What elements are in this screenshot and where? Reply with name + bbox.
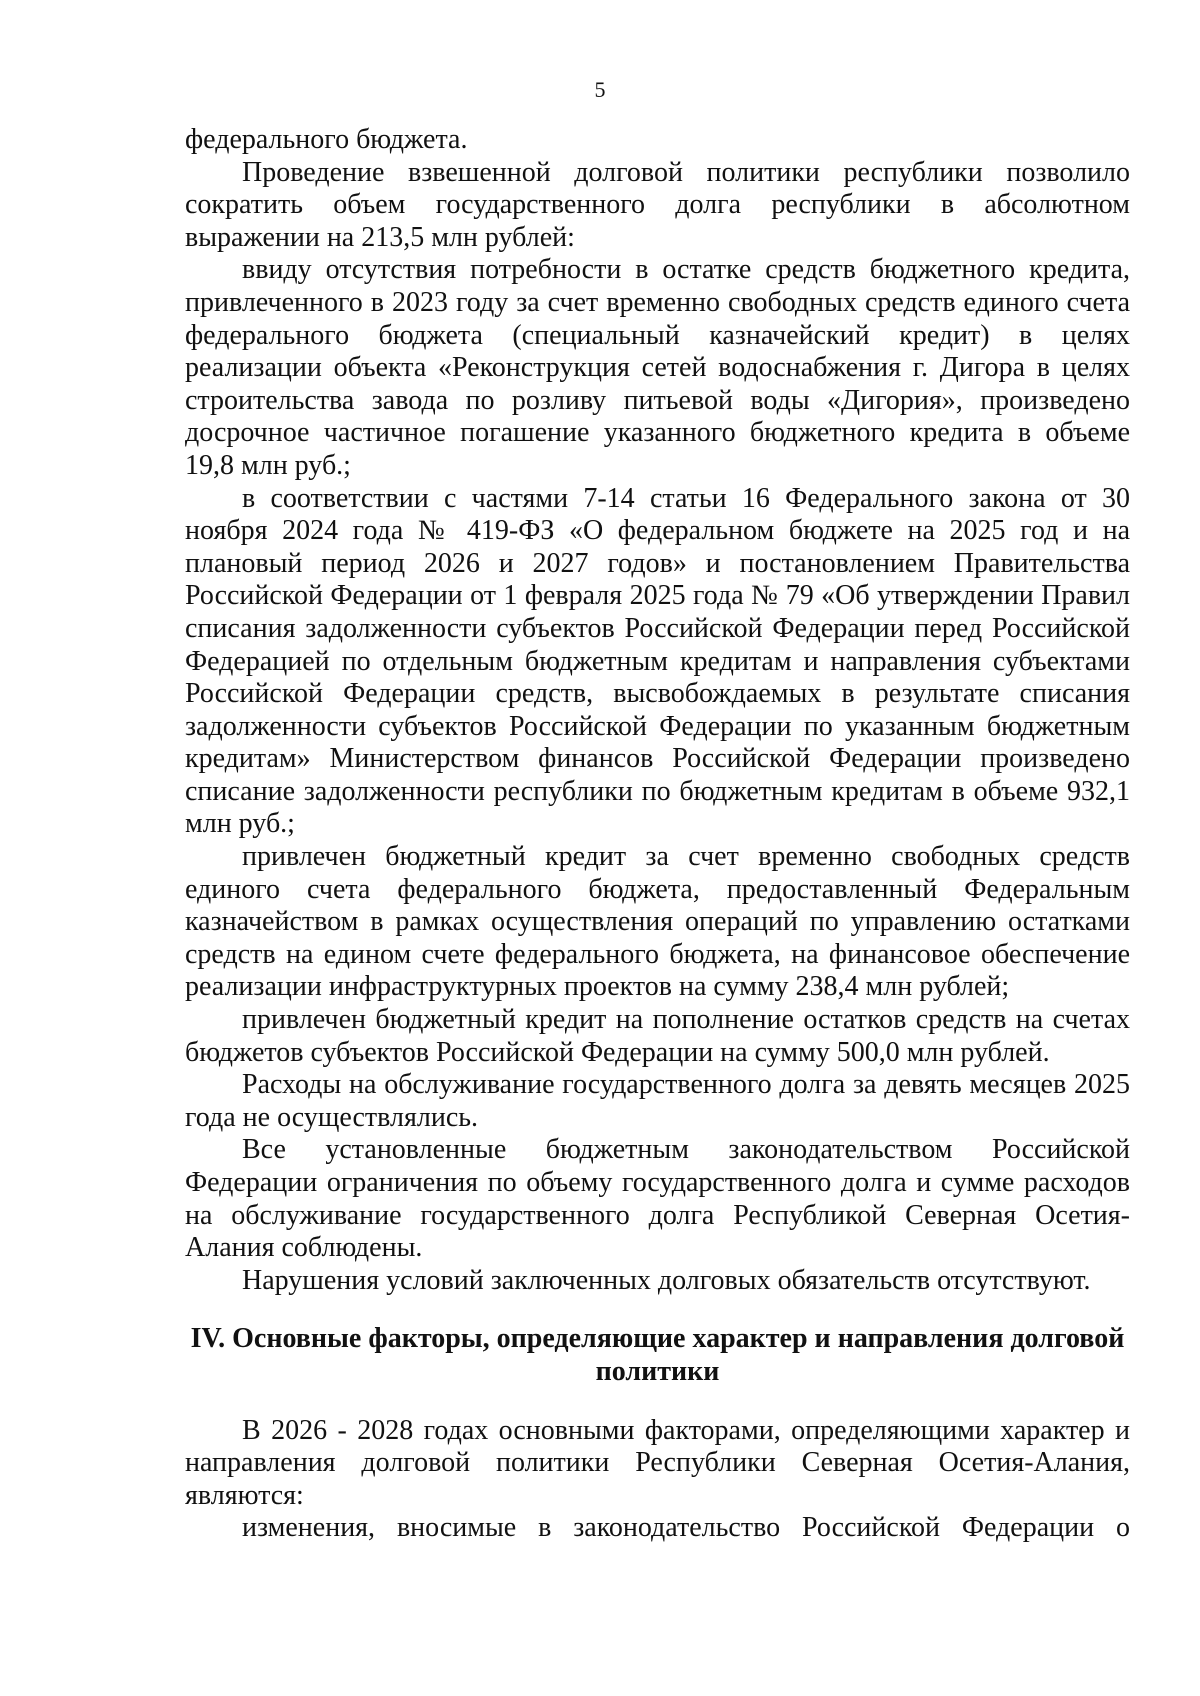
paragraph-debt-policy-result: Проведение взвешенной долговой политики республики позволило сократить объем государственного долга республики в абсолютном выражении на 213,5 млн рублей: [185,156,1130,253]
paragraph-no-violations: Нарушения условий заключенных долговых обязательств отсутствуют. [242,1264,1091,1296]
page-number: 5 [594,77,606,102]
paragraph-continuation: федерального бюджета. [185,124,468,155]
paragraph-debt-write-off: в соответствии с частями 7-14 статьи 16 Федерального закона от 30 ноября 2024 года № 419-ФЗ «О федеральном бюджете на 2025 год и на плановый период 2026 и 2027 годов» и постановлением Правительства Российской Федерации от 1 февраля 2025 года № 79 «Об утверждении Правил списания задолженности субъектов Российской Федерации перед Российской Федерацией по отдельным бюджетным кредитам и направления субъектами Российской Федерации средств, высвобождаемых в результате списания задолженности субъектов Российской Федерации по указанным бюджетным кредитам» Министерством финансов Российской Федерации произведено списание задолженности республики по бюджетным кредитам в объеме 932,1 млн руб.; [185,482,1130,840]
paragraph-main-factors: В 2026 - 2028 годах основными факторами, определяющими характер и направления долговой политики Республики Северная Осетия-Алания, являются: [185,1414,1130,1511]
paragraph-servicing-expenses: Расходы на обслуживание государственного долга за девять месяцев 2025 года не осуществлялись. [185,1069,1130,1133]
section-heading: IV. Основные факторы, определяющие характер и направления долговой политики [190,1323,1125,1387]
paragraph-limits-observed: Все установленные бюджетным законодательством Российской Федерации ограничения по объему государственного долга и сумме расходов на обслуживание государственного долга Республикой Северная Осетия-Алания соблюдены. [185,1134,1130,1264]
paragraph-early-repayment: ввиду отсутствия потребности в остатке средств бюджетного кредита, привлеченного в 2023 году за счет временно свободных средств единого счета федерального бюджета (специальный казначейский кредит) в целях реализации объекта «Реконструкция сетей водоснабжения г. Дигора в целях строительства завода по розливу питьевой воды «Дигория», произведено досрочное частичное погашение указанного бюджетного кредита в объеме 19,8 млн руб.; [185,254,1130,481]
paragraph-legislation-changes: изменения, вносимые в законодательство Российской Федерации о [242,1512,1130,1544]
paragraph-infrastructure-credit: привлечен бюджетный кредит за счет временно свободных средств единого счета федерального бюджета, предоставленный Федеральным казначейством в рамках осуществления операций по управлению остатками средств на едином счете федерального бюджета, на финансовое обеспечение реализации инфраструктурных проектов на сумму 238,4 млн рублей; [185,841,1130,1003]
paragraph-replenishment-credit: привлечен бюджетный кредит на пополнение остатков средств на счетах бюджетов субъектов Российской Федерации на сумму 500,0 млн рублей. [185,1004,1130,1068]
document-body [185,124,1130,1545]
